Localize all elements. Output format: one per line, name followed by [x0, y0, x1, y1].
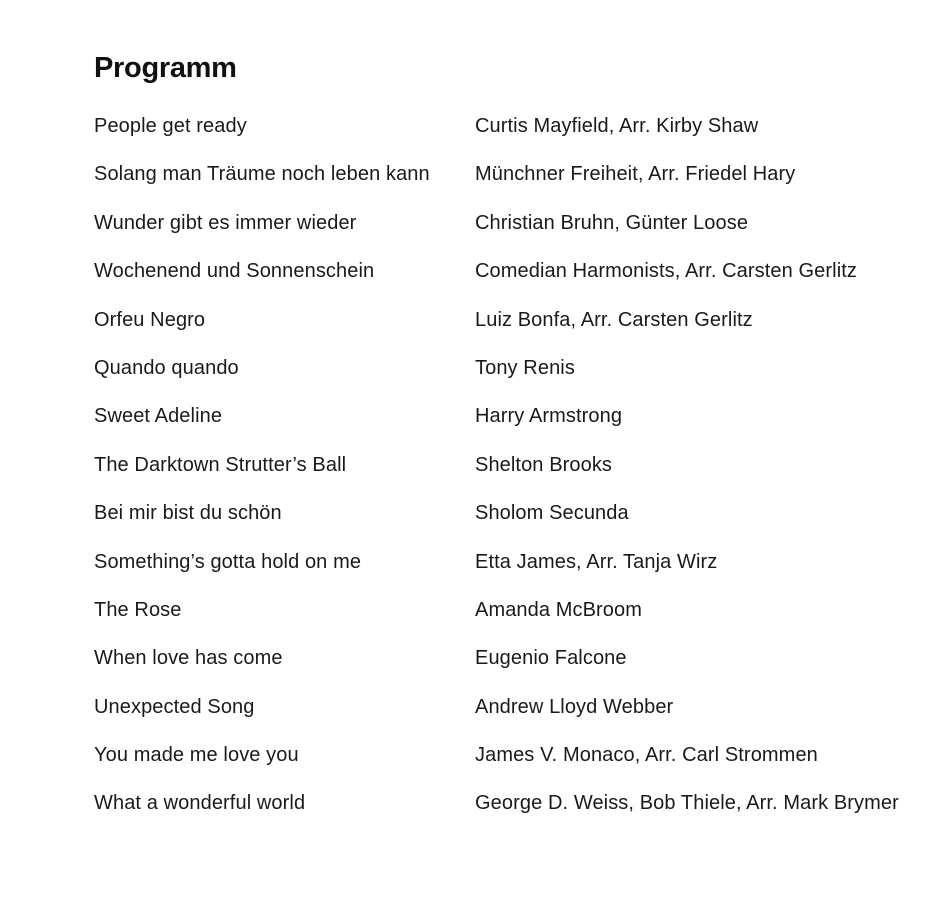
page-title: Programm [94, 52, 237, 84]
piece-title: What a wonderful world [94, 792, 306, 815]
program-row [94, 350, 944, 398]
program-row [94, 544, 944, 592]
piece-composer: Eugenio Falcone [475, 647, 627, 670]
piece-composer: Münchner Freiheit, Arr. Friedel Hary [475, 163, 796, 186]
piece-title: Orfeu Negro [94, 308, 206, 331]
piece-composer: Comedian Harmonists, Arr. Carsten Gerlitz [475, 260, 857, 283]
program-row [94, 592, 944, 640]
piece-composer: George D. Weiss, Bob Thiele, Arr. Mark Brymer [475, 792, 899, 815]
piece-composer: Curtis Mayfield, Arr. Kirby Shaw [475, 115, 759, 137]
program-row [94, 205, 944, 253]
piece-composer: Shelton Brooks [475, 453, 613, 476]
program-row [94, 785, 944, 833]
piece-title: The Rose [94, 598, 182, 621]
piece-composer: Luiz Bonfa, Arr. Carsten Gerlitz [475, 308, 753, 331]
piece-composer: Etta James, Arr. Tanja Wirz [475, 550, 718, 573]
piece-title: When love has come [94, 647, 283, 670]
piece-composer: Harry Armstrong [475, 405, 623, 428]
piece-composer: Christian Bruhn, Günter Loose [475, 211, 749, 234]
piece-composer: James V. Monaco, Arr. Carl Strommen [475, 744, 818, 767]
program-row [94, 253, 944, 301]
program-row [94, 398, 944, 446]
piece-title: Quando quando [94, 356, 239, 379]
program-row [94, 302, 944, 350]
piece-title: Sweet Adeline [94, 405, 223, 428]
piece-composer: Sholom Secunda [475, 502, 629, 525]
piece-title: Wochenend und Sonnenschein [94, 260, 375, 283]
piece-title: Unexpected Song [94, 695, 255, 718]
piece-title: Something’s gotta hold on me [94, 550, 362, 573]
program-row [94, 156, 944, 204]
program-row [94, 108, 944, 156]
piece-composer: Amanda McBroom [475, 598, 643, 621]
program-row [94, 737, 944, 785]
piece-title: People get ready [94, 115, 247, 137]
piece-title: Wunder gibt es immer wieder [94, 211, 357, 234]
program-row [94, 689, 944, 737]
piece-title: Solang man Träume noch leben kann [94, 163, 430, 186]
piece-title: The Darktown Strutter’s Ball [94, 453, 347, 476]
program-row [94, 447, 944, 495]
piece-title: Bei mir bist du schön [94, 502, 282, 525]
piece-title: You made me love you [94, 744, 299, 767]
program-row [94, 640, 944, 688]
piece-composer: Andrew Lloyd Webber [475, 695, 674, 718]
piece-composer: Tony Renis [475, 356, 575, 379]
program-list [94, 108, 944, 834]
program-row [94, 495, 944, 543]
